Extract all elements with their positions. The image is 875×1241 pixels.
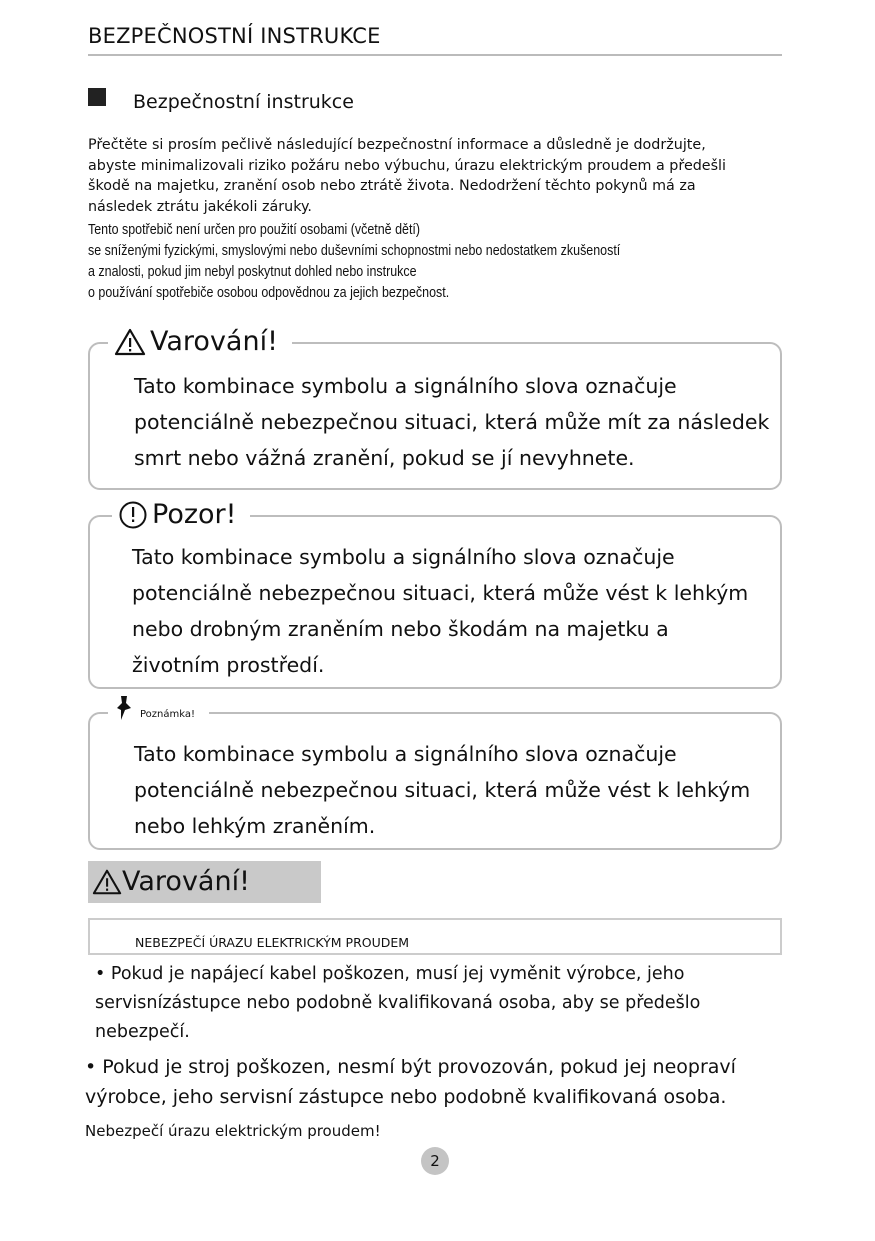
text-line: Tato kombinace symbolu a signálního slova označuje: [134, 374, 677, 398]
text-line: životním prostředí.: [132, 653, 325, 677]
bullet-item: [85, 1052, 736, 1112]
hazard-label: NEBEZPEČÍ ÚRAZU ELEKTRICKÝM PROUDEM: [135, 935, 410, 950]
warning-triangle-icon: [92, 868, 122, 896]
box-title-text: Poznámka!: [140, 709, 195, 720]
text-line: následek ztrátu jakékoli záruky.: [88, 198, 312, 215]
page-number: 2: [421, 1147, 449, 1175]
section-bullet-square: [88, 88, 106, 106]
intro-paragraph-1: [88, 135, 726, 217]
note-box-title: [108, 694, 209, 722]
warning-box-body: [134, 368, 769, 476]
text-line: Přečtěte si prosím pečlivě následující bezpečnostní informace a důsledně je dodržujte,: [88, 137, 706, 153]
warning-box: [88, 326, 782, 490]
text-line: nebezpečí.: [95, 1022, 190, 1042]
warning-triangle-icon: [114, 328, 146, 356]
caution-box: [88, 499, 782, 689]
box-title-text: Varování!: [150, 326, 278, 357]
text-line: servisnízástupce nebo podobně kvalifikovaná osoba, aby se předešlo: [95, 993, 701, 1013]
text-line: Tato kombinace symbolu a signálního slova označuje: [132, 545, 675, 569]
hazard-box: [88, 918, 782, 955]
caution-box-title: [112, 499, 250, 530]
text-line: nebo drobným zraněním nebo škodám na majetku a: [132, 617, 669, 641]
text-line: o používání spotřebiče osobou odpovědnou za jejich bezpečnost.: [88, 285, 450, 301]
intro-paragraph-2: [88, 220, 620, 304]
text-line: • Pokud je napájecí kabel poškozen, musí jej vyměnit výrobce, jeho: [95, 964, 685, 984]
warning-band: [88, 861, 321, 903]
text-line: Tento spotřebič není určen pro použití osobami (včetně dětí): [88, 222, 421, 238]
text-line: výrobce, jeho servisní zástupce nebo podobně kvalifikovaná osoba.: [85, 1086, 727, 1108]
text-line: • Pokud je stroj poškozen, nesmí být provozován, pokud jej neopraví: [85, 1056, 736, 1078]
caution-box-body: [132, 539, 748, 683]
text-line: a znalosti, pokud jim nebyl poskytnut dohled nebo instrukce: [88, 264, 417, 280]
text-line: potenciálně nebezpečnou situaci, která může mít za následek: [134, 410, 770, 434]
text-line: nebo lehkým zraněním.: [134, 814, 376, 838]
footer-note: Nebezpečí úrazu elektrickým proudem!: [85, 1122, 381, 1140]
warning-band-title: Varování!: [122, 866, 250, 897]
caution-circle-icon: [118, 500, 148, 530]
pushpin-icon: [114, 694, 136, 722]
text-line: se sníženými fyzickými, smyslovými nebo duševními schopnostmi nebo nedostatkem zkušeností: [88, 243, 621, 259]
warning-box-title: [108, 326, 292, 357]
note-box: [88, 709, 782, 850]
section-title: Bezpečnostní instrukce: [133, 91, 354, 113]
text-line: Tato kombinace symbolu a signálního slova označuje: [134, 742, 677, 766]
text-line: potenciálně nebezpečnou situaci, která může vést k lehkým: [132, 581, 749, 605]
note-box-body: [134, 736, 750, 844]
text-line: smrt nebo vážná zranění, pokud se jí nevyhnete.: [134, 446, 635, 470]
text-line: abyste minimalizovali riziko požáru nebo výbuchu, úrazu elektrickým proudem a předešli: [88, 157, 726, 174]
header-divider: [88, 54, 782, 56]
page-header-title: BEZPEČNOSTNÍ INSTRUKCE: [88, 24, 381, 48]
text-line: škodě na majetku, zranění osob nebo ztrátě života. Nedodržení těchto pokynů má za: [88, 178, 696, 194]
box-title-text: Pozor!: [152, 499, 237, 530]
text-line: potenciálně nebezpečnou situaci, která může vést k lehkým: [134, 778, 751, 802]
bullet-item: [95, 960, 700, 1047]
